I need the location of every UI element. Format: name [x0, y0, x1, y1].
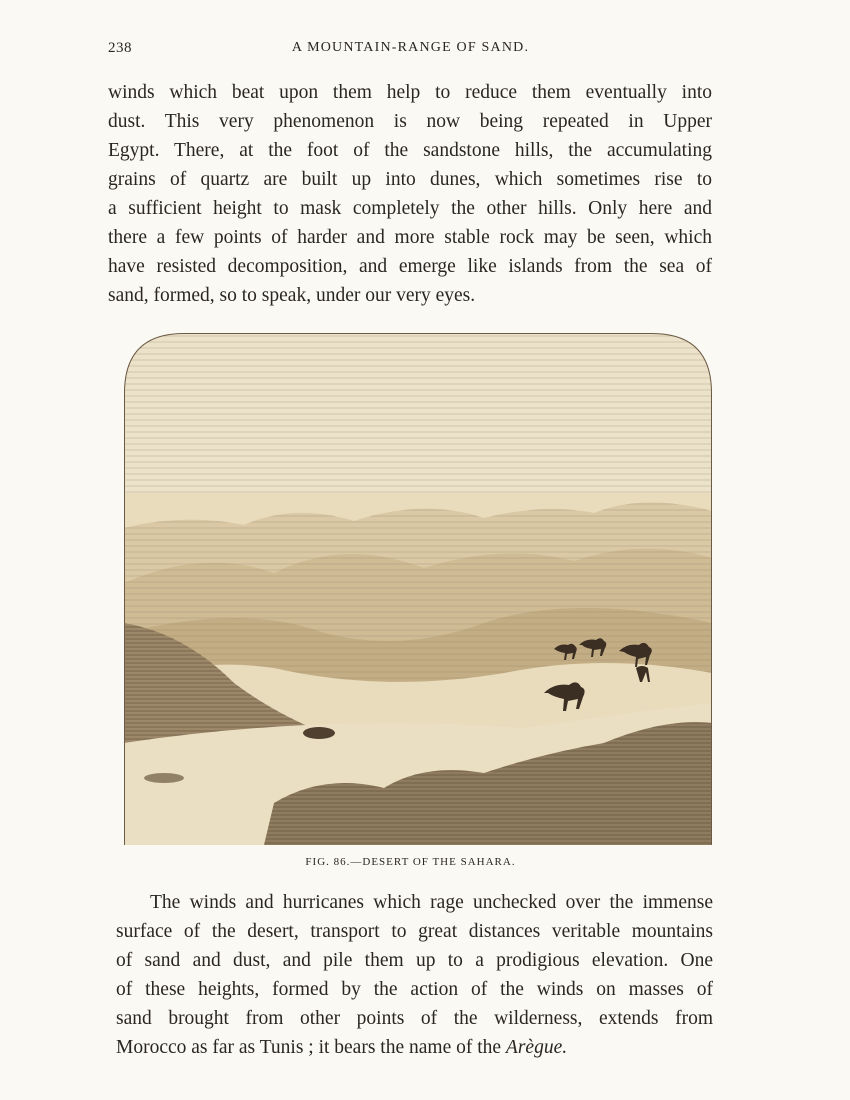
text-line: of sand and dust, and pile them up to a prodigious elevation. One	[116, 950, 713, 971]
italic-term: Arègue.	[505, 1037, 568, 1058]
text-line: winds which beat upon them help to reduce them eventually into	[108, 82, 712, 103]
figure-caption: FIG. 86.—DESERT OF THE SAHARA.	[305, 856, 516, 868]
last-line-text: Morocco as far as Tunis ; it bears the name of the	[116, 1037, 502, 1058]
text-line: surface of the desert, transport to great distances veritable mountains	[116, 921, 713, 942]
page-header	[108, 40, 713, 62]
text-line: a sufficient height to mask completely the other hills. Only here and	[108, 198, 712, 219]
text-line: dust. This very phenomenon is now being repeated in Upper	[108, 111, 712, 132]
text-line-last	[116, 1033, 713, 1062]
text-line: there a few points of harder and more stable rock may be seen, which	[108, 227, 712, 248]
running-head: A MOUNTAIN-RANGE OF SAND.	[291, 40, 530, 55]
paragraph-1	[108, 78, 712, 310]
text-line: sand brought from other points of the wilderness, extends from	[116, 1008, 713, 1029]
text-line: sand, formed, so to speak, under our very eyes.	[108, 285, 476, 306]
text-line: grains of quartz are built up into dunes, which sometimes rise to	[108, 169, 712, 190]
text-line: Egypt. There, at the foot of the sandstone hills, the accumulating	[108, 140, 712, 161]
text-line: have resisted decomposition, and emerge like islands from the sea of	[108, 256, 712, 277]
text-line: The winds and hurricanes which rage unchecked over the immense	[150, 892, 713, 913]
paragraph-2	[116, 888, 713, 1062]
text-line: of these heights, formed by the action of the winds on masses of	[116, 979, 713, 1000]
page-number: 238	[108, 40, 132, 56]
desert-illustration	[124, 333, 712, 845]
